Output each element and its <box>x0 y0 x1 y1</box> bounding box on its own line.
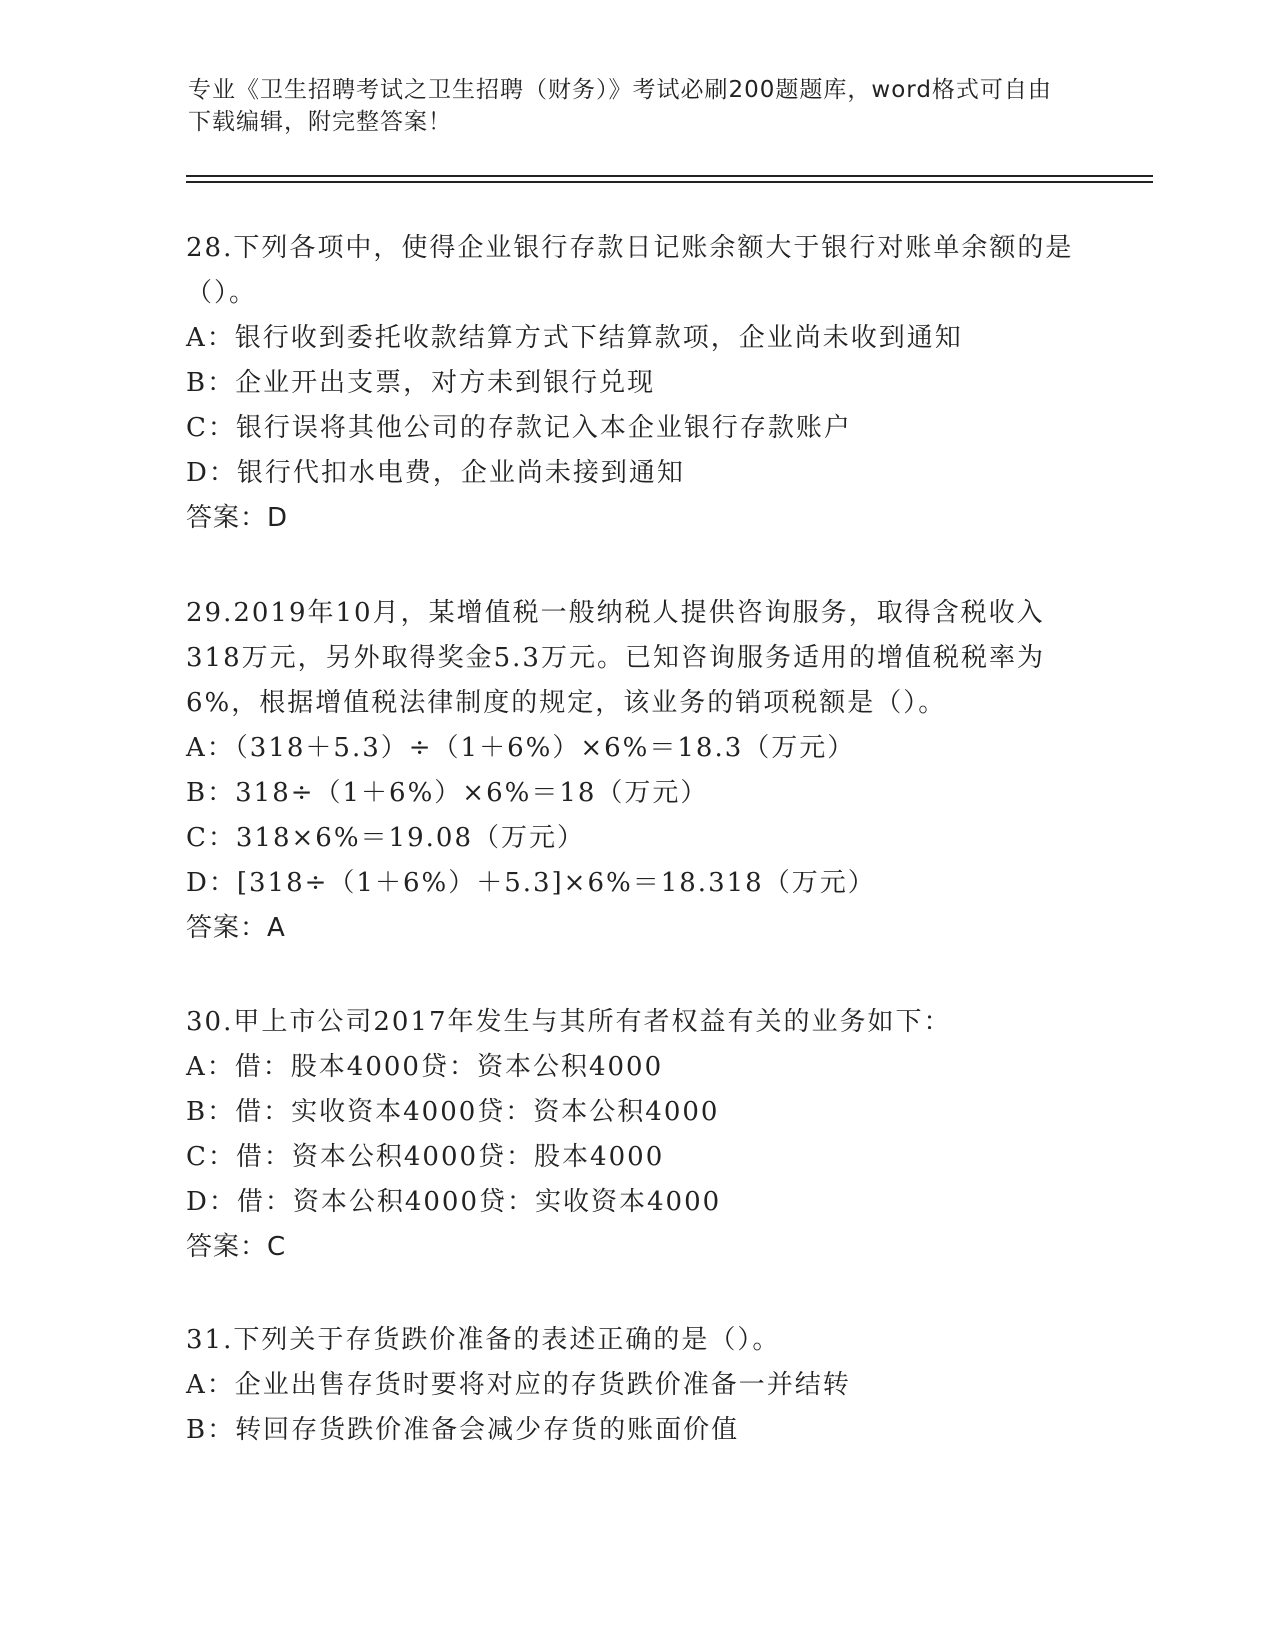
document-header: 专业《卫生招聘考试之卫生招聘（财务）》考试必刷200题题库，word格式可自由下载编辑，附完整答案！ <box>188 77 1052 135</box>
option-a: A：（318＋5.3）÷（1＋6%）×6%＝18.3（万元） <box>186 733 856 763</box>
option-b: B：318÷（1＋6%）×6%＝18（万元） <box>186 778 709 808</box>
question-29 <box>186 591 1086 951</box>
option-c: C：318×6%＝19.08（万元） <box>186 823 585 853</box>
option-b: B：企业开出支票，对方未到银行兑现 <box>186 368 656 398</box>
option-c: C：银行误将其他公司的存款记入本企业银行存款账户 <box>186 413 852 443</box>
option-a: A：借：股本4000贷：资本公积4000 <box>186 1052 664 1082</box>
option-b: B：借：实收资本4000贷：资本公积4000 <box>186 1097 720 1127</box>
header-divider-bottom <box>186 181 1153 183</box>
question-stem: 28.下列各项中，使得企业银行存款日记账余额大于银行对账单余额的是（）。 <box>186 233 1074 308</box>
answer-label: 答案：C <box>186 1232 287 1262</box>
option-d: D：银行代扣水电费，企业尚未接到通知 <box>186 458 685 488</box>
option-c: C：借：资本公积4000贷：股本4000 <box>186 1142 665 1172</box>
option-a: A：企业出售存货时要将对应的存货跌价准备一并结转 <box>186 1370 851 1400</box>
option-a: A：银行收到委托收款结算方式下结算款项，企业尚未收到通知 <box>186 323 963 353</box>
question-stem: 30.甲上市公司2017年发生与其所有者权益有关的业务如下： <box>186 1007 952 1037</box>
option-d: D：借：资本公积4000贷：实收资本4000 <box>186 1187 722 1217</box>
question-30 <box>186 1000 1086 1270</box>
header-divider-top <box>186 175 1153 177</box>
question-31 <box>186 1318 1086 1453</box>
question-stem: 31.下列关于存货跌价准备的表述正确的是（）。 <box>186 1325 781 1355</box>
question-28 <box>186 226 1086 541</box>
question-stem: 29.2019年10月，某增值税一般纳税人提供咨询服务，取得含税收入318万元，另外取得奖金5.3万元。已知咨询服务适用的增值税税率为6%，根据增值税法律制度的规定，该业务的销项税额是（）。 <box>186 598 1045 718</box>
option-d: D：[318÷（1＋6%）＋5.3]×6%＝18.318（万元） <box>186 868 876 898</box>
answer-label: 答案：D <box>186 503 289 533</box>
option-b: B：转回存货跌价准备会减少存货的账面价值 <box>186 1415 740 1445</box>
answer-label: 答案：A <box>186 913 286 943</box>
